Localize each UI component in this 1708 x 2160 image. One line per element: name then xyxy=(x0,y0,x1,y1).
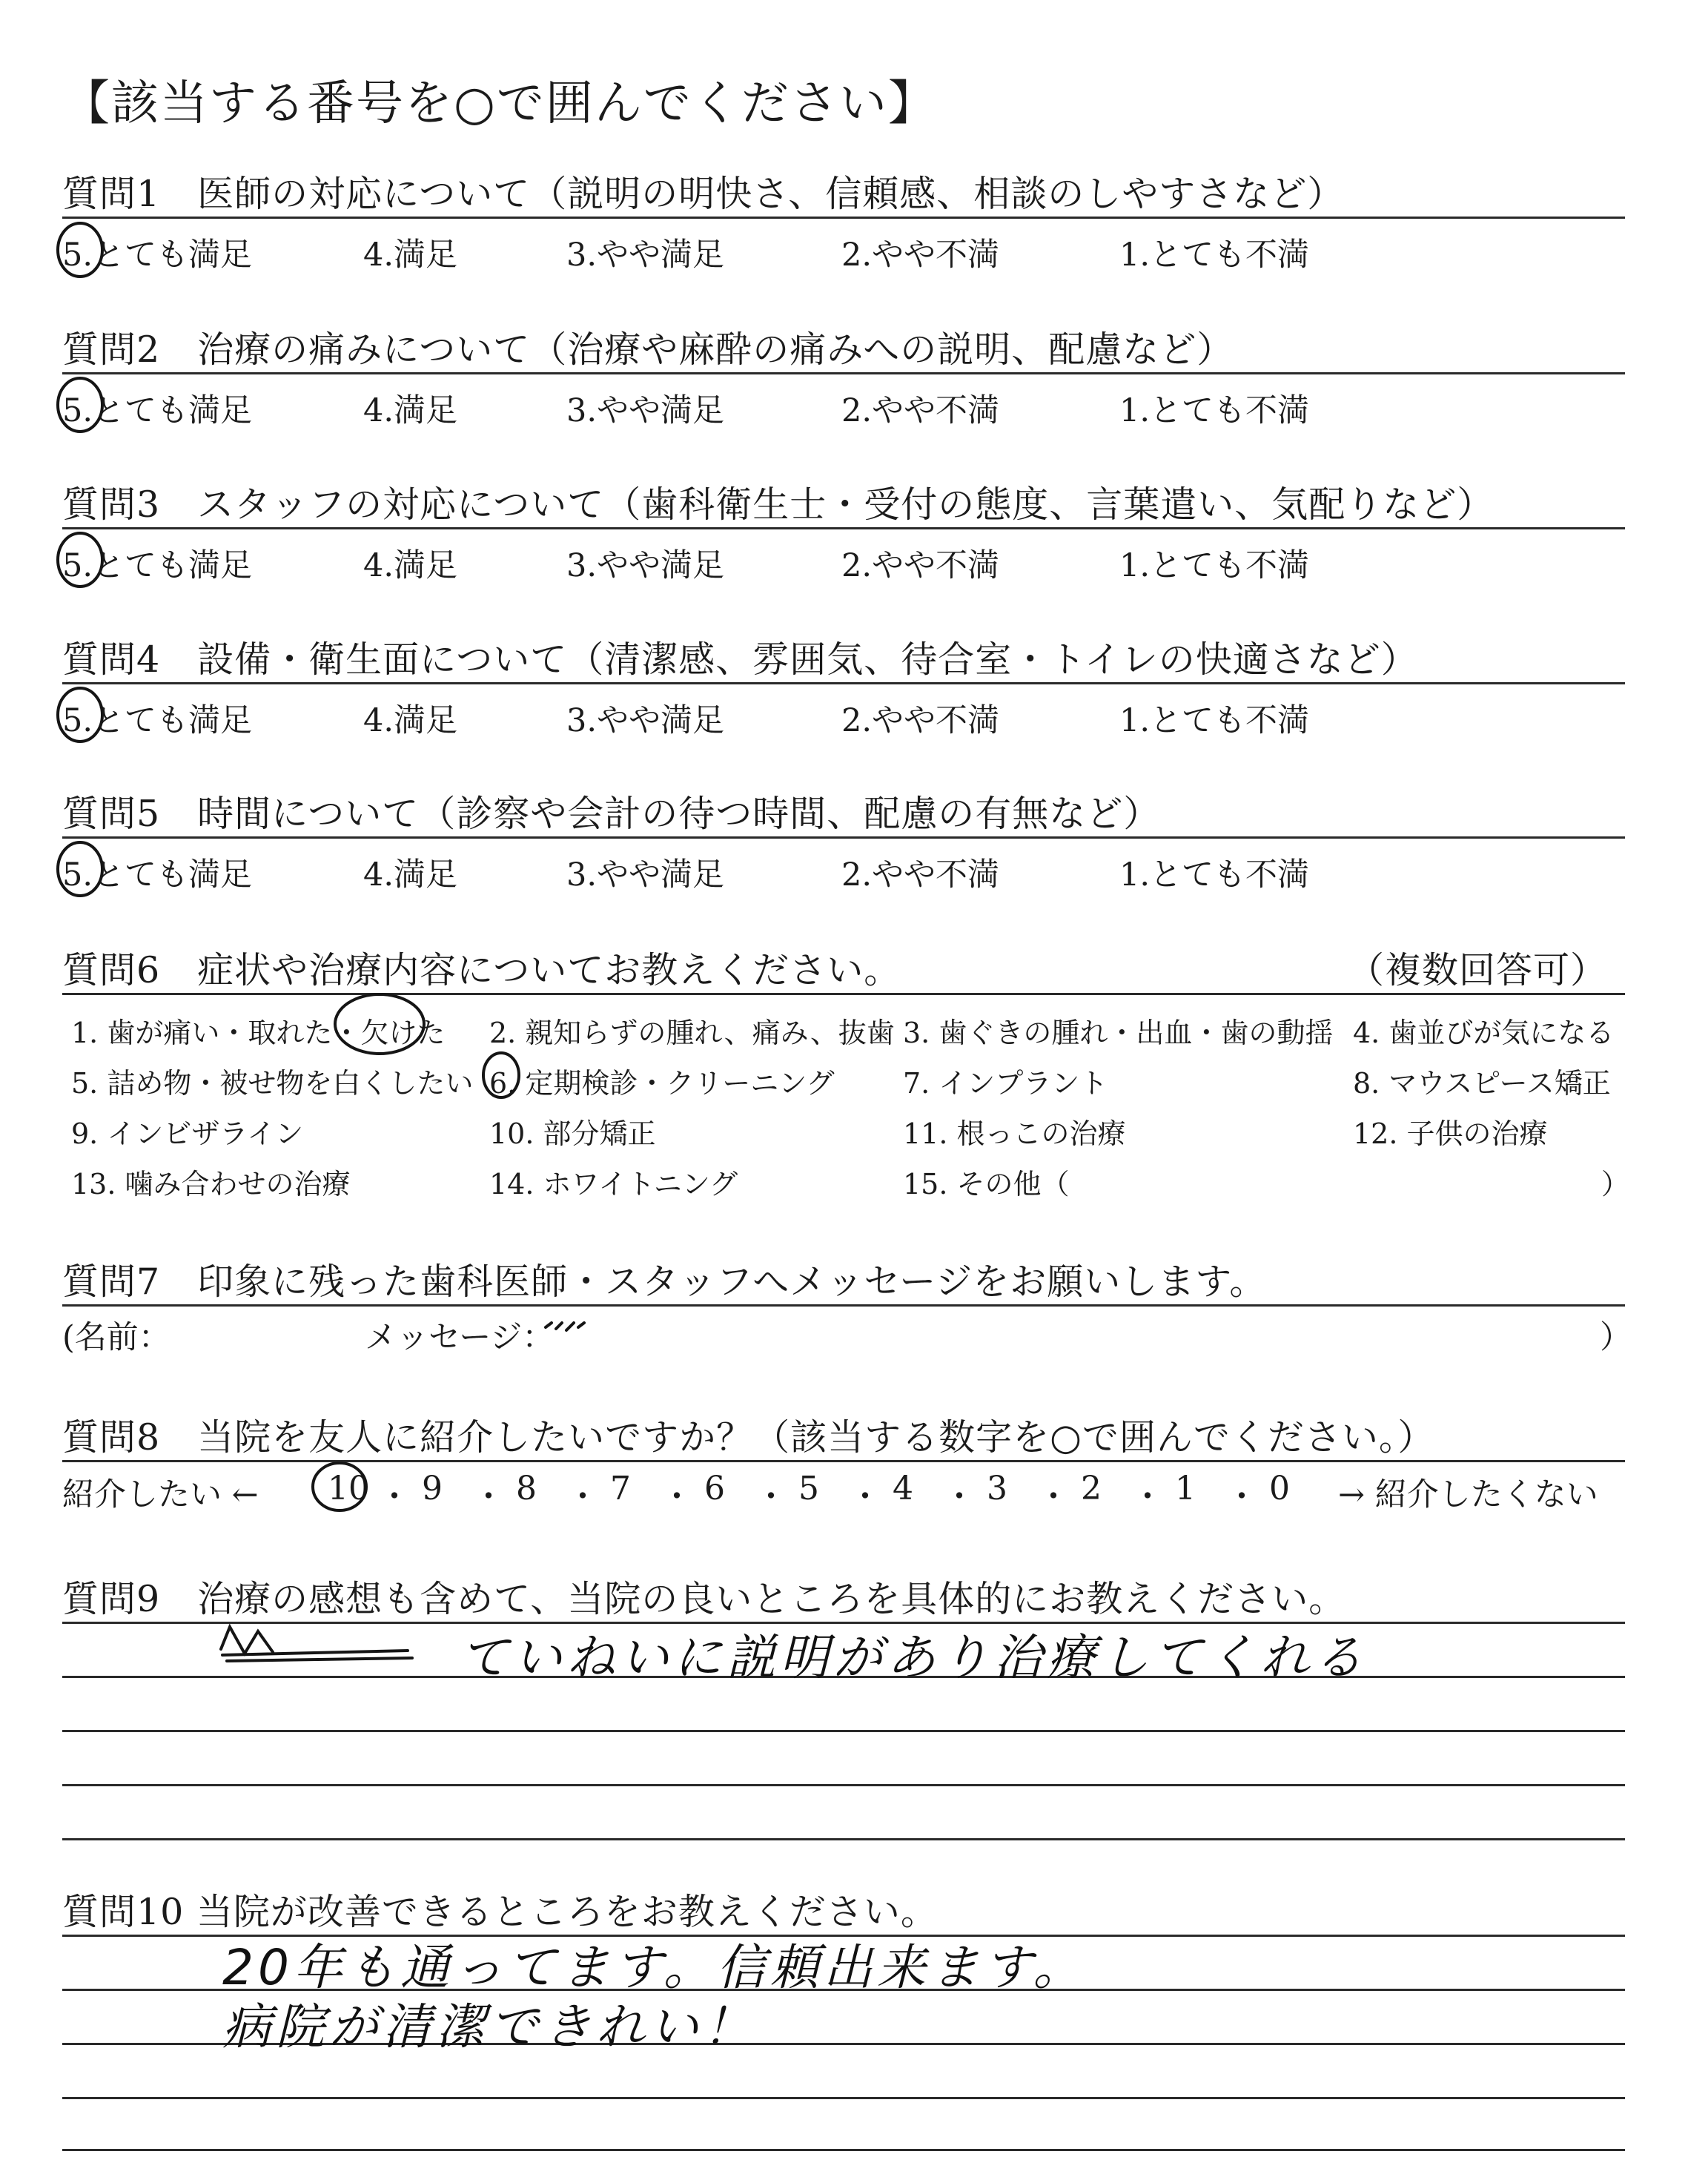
q4-option-1[interactable]: 1.とても不満 xyxy=(1119,702,1310,739)
question-3-heading: 質問3 スタッフの対応について（歯科衛生士・受付の態度、言葉遣い、気配りなど） xyxy=(62,483,1494,526)
q6-option-14[interactable]: 14. ホワイトニング xyxy=(489,1168,738,1200)
question-2-heading: 質問2 治療の痛みについて（治療や麻酔の痛みへの説明、配慮など） xyxy=(62,328,1234,371)
question-1-heading: 質問1 医師の対応について（説明の明快さ、信頼感、相談のしやすさなど） xyxy=(62,173,1345,215)
q9-handwritten-answer[interactable]: ていねいに説明があり治療してくれる xyxy=(460,1629,1367,1686)
q2-option-4[interactable]: 4.満足 xyxy=(363,392,458,429)
q6-option-6[interactable]: 6. 定期検診・クリーニング xyxy=(489,1067,835,1100)
scale-value-10[interactable]: 10 xyxy=(328,1470,369,1507)
q5-option-5[interactable]: 5.とても満足 xyxy=(62,856,253,894)
question-7-heading: 質問7 印象に残った歯科医師・スタッフへメッセージをお願いします。 xyxy=(62,1261,1267,1303)
scale-separator: ・ xyxy=(1131,1478,1164,1516)
q6-option-13[interactable]: 13. 噛み合わせの治療 xyxy=(71,1168,351,1200)
q1-selection-circle xyxy=(58,223,102,277)
scale-value-3[interactable]: 3 xyxy=(987,1470,1007,1507)
question-8-heading: 質問8 当院を友人に紹介したいですか？（該当する数字を○で囲んでください。） xyxy=(62,1416,1435,1459)
q6-option-8[interactable]: 8. マウスピース矯正 xyxy=(1353,1067,1611,1100)
scale-separator: ・ xyxy=(566,1478,599,1516)
q1-option-2[interactable]: 2.やや不満 xyxy=(841,237,1000,274)
message-scribble xyxy=(546,1323,584,1330)
q4-option-3[interactable]: 3.やや満足 xyxy=(566,702,725,739)
q1-option-1[interactable]: 1.とても不満 xyxy=(1119,237,1310,274)
q3-option-1[interactable]: 1.とても不満 xyxy=(1119,547,1310,584)
question-5-heading: 質問5 時間について（診察や会計の待つ時間、配慮の有無など） xyxy=(62,793,1161,835)
q6-option-11[interactable]: 11. 根っこの治療 xyxy=(903,1117,1126,1150)
q9-crossed-out-text xyxy=(221,1627,412,1661)
scale-value-7[interactable]: 7 xyxy=(610,1470,631,1507)
message-label: メッセージ： xyxy=(365,1319,555,1356)
q5-option-2[interactable]: 2.やや不満 xyxy=(841,856,1000,894)
scale-value-4[interactable]: 4 xyxy=(893,1470,913,1507)
name-label: (名前： xyxy=(62,1319,171,1356)
q2-option-1[interactable]: 1.とても不満 xyxy=(1119,392,1310,429)
q6-option-15[interactable]: 15. その他（ xyxy=(903,1168,1070,1200)
q6-selection-circle-kaketa xyxy=(335,994,424,1054)
q5-selection-circle xyxy=(58,842,102,896)
scale-separator: ・ xyxy=(1037,1478,1070,1516)
q2-selection-circle xyxy=(58,378,102,432)
q1-option-4[interactable]: 4.満足 xyxy=(363,237,458,274)
q5-option-1[interactable]: 1.とても不満 xyxy=(1119,856,1310,894)
q3-option-3[interactable]: 3.やや満足 xyxy=(566,547,725,584)
scale-value-5[interactable]: 5 xyxy=(798,1470,819,1507)
scale-separator: ・ xyxy=(472,1478,505,1516)
q5-option-3[interactable]: 3.やや満足 xyxy=(566,856,725,894)
scale-separator: ・ xyxy=(1225,1478,1258,1516)
q6-selection-circle-6 xyxy=(483,1053,519,1097)
q6-option-1[interactable]: 1. 歯が痛い・取れた・欠けた xyxy=(71,1017,446,1049)
recommend-left-label: 紹介したい ← xyxy=(62,1476,259,1513)
q6-option-7[interactable]: 7. インプラント xyxy=(903,1067,1108,1100)
q1-option-3[interactable]: 3.やや満足 xyxy=(566,237,725,274)
scale-value-2[interactable]: 2 xyxy=(1081,1470,1102,1507)
q3-option-4[interactable]: 4.満足 xyxy=(363,547,458,584)
question-10-heading: 質問10 当院が改善できるところをお教えください。 xyxy=(62,1891,938,1933)
q4-option-5[interactable]: 5.とても満足 xyxy=(62,702,253,739)
q2-option-2[interactable]: 2.やや不満 xyxy=(841,392,1000,429)
q7-close-paren: ） xyxy=(1600,1319,1632,1356)
q4-option-2[interactable]: 2.やや不満 xyxy=(841,702,1000,739)
q6-option-4[interactable]: 4. 歯並びが気になる xyxy=(1353,1017,1615,1049)
q10-handwritten-answer-line-2[interactable]: 病院が清潔できれい！ xyxy=(222,1998,756,2055)
scale-value-9[interactable]: 9 xyxy=(422,1470,443,1507)
scale-value-1[interactable]: 1 xyxy=(1175,1470,1196,1507)
q6-option-10[interactable]: 10. 部分矯正 xyxy=(489,1117,656,1150)
q2-option-5[interactable]: 5.とても満足 xyxy=(62,392,253,429)
scale-separator: ・ xyxy=(378,1478,411,1516)
scale-separator: ・ xyxy=(943,1478,976,1516)
q6-option-2[interactable]: 2. 親知らずの腫れ、痛み、抜歯 xyxy=(489,1017,895,1049)
q3-option-2[interactable]: 2.やや不満 xyxy=(841,547,1000,584)
q6-other-close-paren: ） xyxy=(1601,1168,1630,1200)
question-9-heading: 質問9 治療の感想も含めて、当院の良いところを具体的にお教えください。 xyxy=(62,1578,1346,1620)
q5-option-4[interactable]: 4.満足 xyxy=(363,856,458,894)
scale-value-8[interactable]: 8 xyxy=(516,1470,537,1507)
q6-option-3[interactable]: 3. 歯ぐきの腫れ・出血・歯の動揺 xyxy=(903,1017,1334,1049)
q10-handwritten-answer-line-1[interactable]: 20年も通ってます。信頼出来ます。 xyxy=(222,1939,1087,1996)
scale-separator: ・ xyxy=(849,1478,881,1516)
q1-option-5[interactable]: 5.とても満足 xyxy=(62,237,253,274)
q8-selection-circle-10 xyxy=(313,1463,366,1510)
scale-separator: ・ xyxy=(661,1478,693,1516)
q4-option-4[interactable]: 4.満足 xyxy=(363,702,458,739)
scale-value-0[interactable]: 0 xyxy=(1269,1470,1290,1507)
q2-option-3[interactable]: 3.やや満足 xyxy=(566,392,725,429)
page-title: 【該当する番号を○で囲んでください】 xyxy=(62,76,937,131)
q3-selection-circle xyxy=(58,533,102,587)
question-4-heading: 質問4 設備・衛生面について（清潔感、雰囲気、待合室・トイレの快適さなど） xyxy=(62,638,1418,681)
recommend-right-label: → 紹介したくない xyxy=(1338,1476,1598,1513)
q4-selection-circle xyxy=(58,688,102,742)
multiple-answers-note: （複数回答可） xyxy=(1348,949,1608,991)
q6-option-5[interactable]: 5. 詰め物・被せ物を白くしたい xyxy=(71,1067,474,1100)
scale-value-6[interactable]: 6 xyxy=(704,1470,725,1507)
q3-option-5[interactable]: 5.とても満足 xyxy=(62,547,253,584)
q6-option-9[interactable]: 9. インビザライン xyxy=(71,1117,304,1150)
scale-separator: ・ xyxy=(755,1478,787,1516)
question-6-heading: 質問6 症状や治療内容についてお教えください。 xyxy=(62,949,901,991)
q6-option-12[interactable]: 12. 子供の治療 xyxy=(1353,1117,1548,1150)
